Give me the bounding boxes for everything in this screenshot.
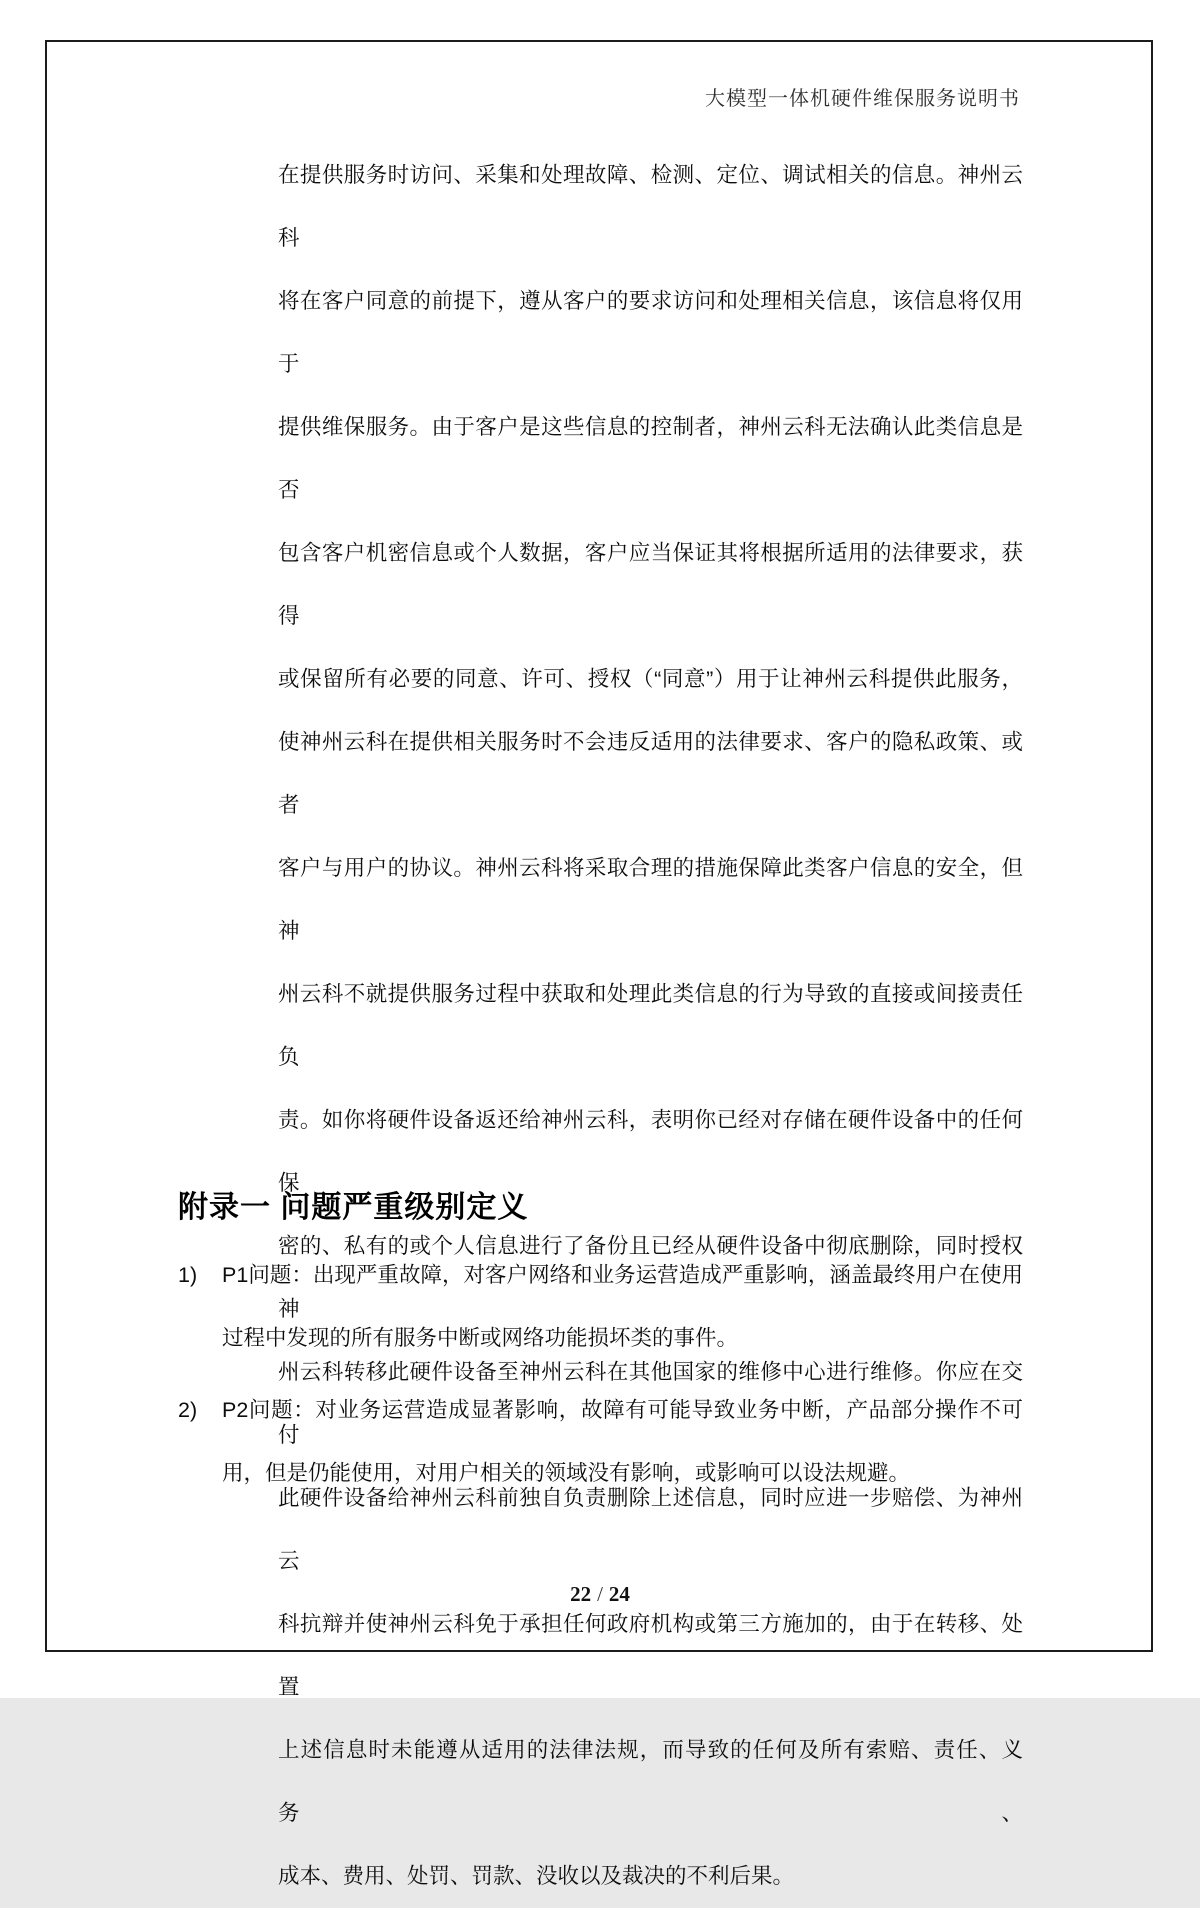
text-line: 此硬件设备给神州云科前独自负责删除上述信息，同时应进一步赔偿、为神州云 <box>278 1486 1023 1573</box>
text-line: 上述信息时未能遵从适用的法律法规，而导致的任何及所有索赔、责任、义务、 <box>278 1738 1023 1825</box>
body-paragraph <box>278 144 1023 1908</box>
page-number-separator: / <box>597 1582 603 1606</box>
list-item-number: 1) <box>178 1263 198 1287</box>
text-line: 过程中发现的所有服务中断或网络功能损坏类的事件。 <box>222 1326 739 1350</box>
text-line: 州云科转移此硬件设备至神州云科在其他国家的维修中心进行维修。你应在交付 <box>278 1360 1023 1447</box>
text-line: 将在客户同意的前提下，遵从客户的要求访问和处理相关信息，该信息将仅用于 <box>278 289 1023 376</box>
list-item-text <box>222 1379 1023 1505</box>
text-line: 成本、费用、处罚、罚款、没收以及裁决的不利后果。 <box>278 1864 795 1888</box>
text-line: 责。如你将硬件设备返还给神州云科，表明你已经对存储在硬件设备中的任何保 <box>278 1108 1023 1195</box>
text-line: 用，但是仍能使用，对用户相关的领域没有影响，或影响可以设法规避。 <box>222 1461 911 1485</box>
text-line: 或保留所有必要的同意、许可、授权（“同意”）用于让神州云科提供此服务， <box>278 667 1023 691</box>
text-line: 密的、私有的或个人信息进行了备份且已经从硬件设备中彻底删除，同时授权神 <box>278 1234 1023 1321</box>
text-line: P1问题：出现严重故障，对客户网络和业务运营造成严重影响，涵盖最终用户在使用 <box>222 1263 1023 1287</box>
page-number-total: 24 <box>608 1582 630 1606</box>
list-item-text <box>222 1244 1023 1370</box>
appendix-heading: 附录一 问题严重级别定义 <box>178 1191 529 1224</box>
text-line: 提供维保服务。由于客户是这些信息的控制者，神州云科无法确认此类信息是否 <box>278 415 1023 502</box>
document-header-title: 大模型一体机硬件维保服务说明书 <box>705 88 1020 110</box>
text-line: P2问题：对业务运营造成显著影响，故障有可能导致业务中断，产品部分操作不可 <box>222 1398 1023 1422</box>
page-footer <box>0 1582 1200 1607</box>
text-line: 科抗辩并使神州云科免于承担任何政府机构或第三方施加的，由于在转移、处置 <box>278 1612 1023 1699</box>
page-number-current: 22 <box>570 1582 592 1606</box>
list-item-p2 <box>178 1379 1023 1505</box>
text-line: 州云科不就提供服务过程中获取和处理此类信息的行为导致的直接或间接责任负 <box>278 982 1023 1069</box>
text-line: 包含客户机密信息或个人数据，客户应当保证其将根据所适用的法律要求，获得 <box>278 541 1023 628</box>
text-line: 在提供服务时访问、采集和处理故障、检测、定位、调试相关的信息。神州云科 <box>278 163 1023 250</box>
severity-definition-list <box>178 1244 1023 1505</box>
text-line: 客户与用户的协议。神州云科将采取合理的措施保障此类客户信息的安全，但神 <box>278 856 1023 943</box>
text-line: 使神州云科在提供相关服务时不会违反适用的法律要求、客户的隐私政策、或者 <box>278 730 1023 817</box>
list-item-number: 2) <box>178 1398 198 1422</box>
list-item-p1 <box>178 1244 1023 1370</box>
